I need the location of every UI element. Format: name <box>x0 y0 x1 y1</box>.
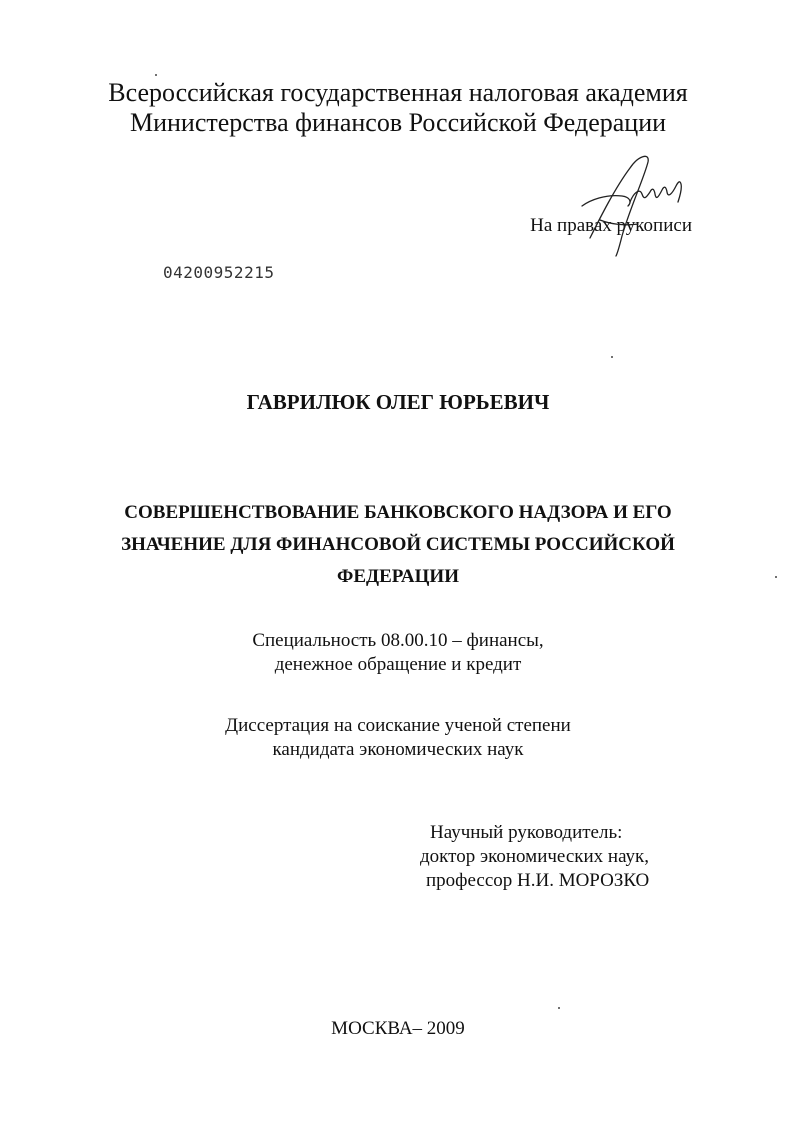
degree-line-2: кандидата экономических наук <box>272 739 524 760</box>
institution-line-2: Министерства финансов Российской Федерации <box>129 108 667 137</box>
institution-header <box>0 78 796 138</box>
scan-speck <box>558 1007 560 1009</box>
city-year: МОСКВА– 2009 <box>331 1018 465 1039</box>
supervisor-line-1: Научный руководитель: <box>430 822 623 843</box>
scan-speck <box>155 74 157 76</box>
title-line-2: ЗНАЧЕНИЕ ДЛЯ ФИНАНСОВОЙ СИСТЕМЫ РОССИЙСКОЙ <box>121 534 675 555</box>
title-line-1: СОВЕРШЕНСТВОВАНИЕ БАНКОВСКОГО НАДЗОРА И ЕГО <box>124 502 672 523</box>
document-code: 04200952215 <box>163 263 275 282</box>
scan-speck <box>775 576 777 578</box>
institution-line-1: Всероссийская государственная налоговая академия <box>108 78 688 107</box>
handwritten-signature <box>560 148 700 258</box>
dissertation-title <box>60 497 736 593</box>
author-name: ГАВРИЛЮК ОЛЕГ ЮРЬЕВИЧ <box>246 390 550 414</box>
degree-block <box>0 714 796 762</box>
specialty-block <box>0 629 796 677</box>
supervisor-line-2: доктор экономических наук, <box>420 846 650 867</box>
supervisor-block <box>420 821 680 893</box>
supervisor-line-3: профессор Н.И. МОРОЗКО <box>426 870 650 891</box>
specialty-line-2: денежное обращение и кредит <box>274 654 522 675</box>
scan-speck <box>611 356 613 358</box>
specialty-line-1: Специальность 08.00.10 – финансы, <box>252 630 544 651</box>
manuscript-note: На правах рукописи <box>530 215 692 236</box>
degree-line-1: Диссертация на соискание ученой степени <box>225 715 571 736</box>
title-line-3: ФЕДЕРАЦИИ <box>337 566 459 587</box>
